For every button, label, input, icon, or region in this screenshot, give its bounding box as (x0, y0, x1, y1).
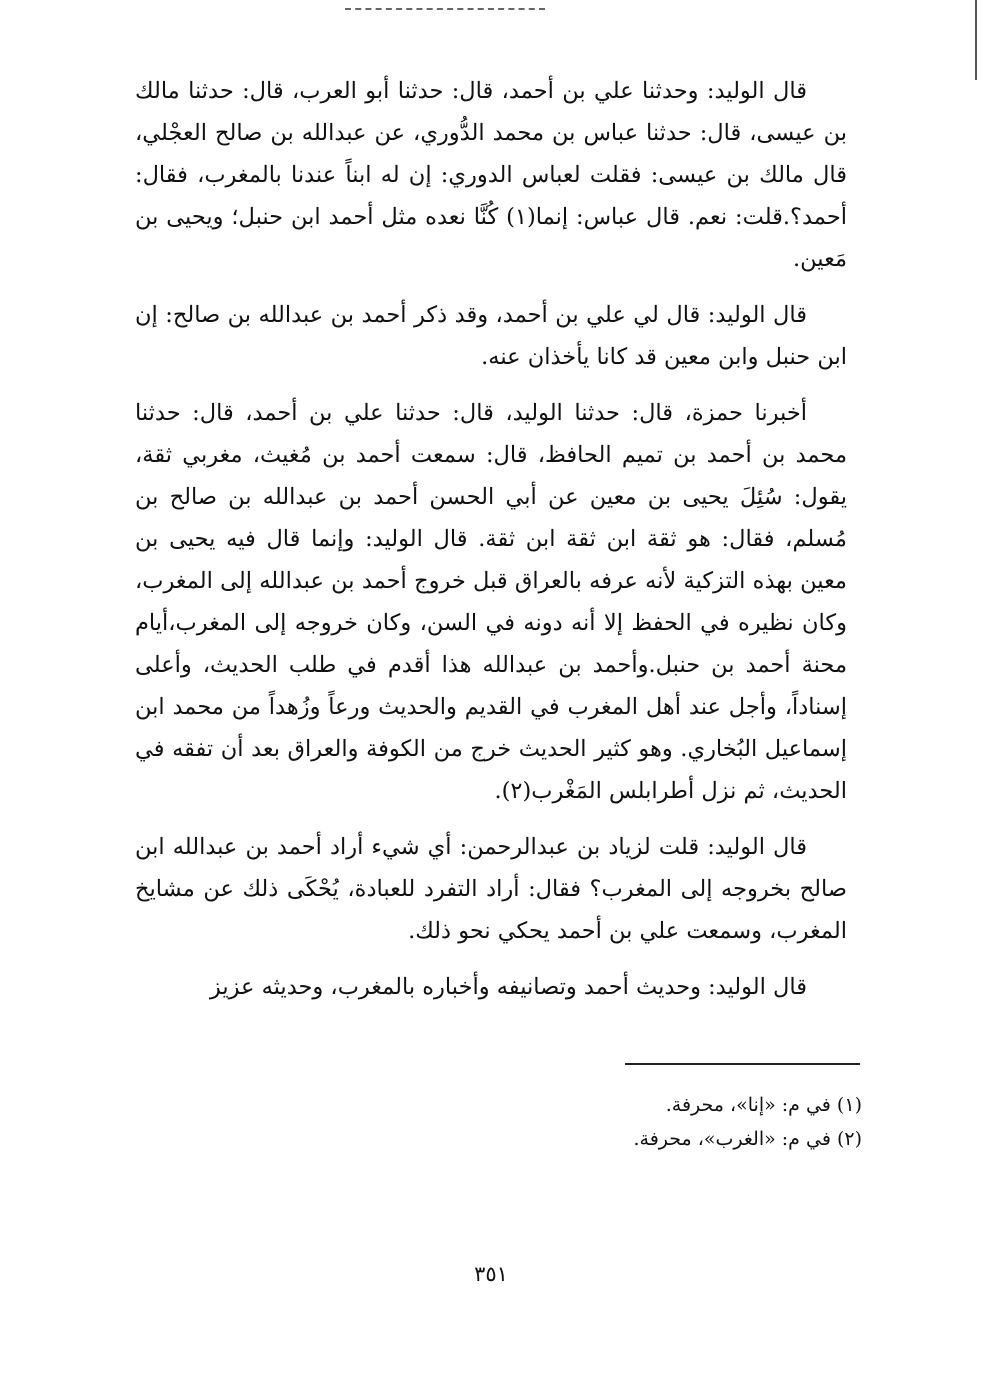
scan-artifact-top (345, 8, 545, 12)
paragraph-3: أخبرنا حمزة، قال: حدثنا الوليد، قال: حدثنا علي بن أحمد، قال: حدثنا محمد بن أحمد بن تميم الحافظ، قال: سمعت أحمد بن مُغيث، مغربي ثقة، يقول: سُئِلَ يحيى بن معين عن أبي الحسن أحمد بن عبدالله بن صالح بن مُسلم، فقال: هو ثقة ابن ثقة ابن ثقة. قال الوليد: وإنما قال فيه يحيى بن معين بهذه التزكية لأنه عرفه بالعراق قبل خروج أحمد بن عبدالله إلى المغرب، وكان نظيره في الحفظ إلا أنه دونه في السن، وكان خروجه إلى المغرب،أيام محنة أحمد بن حنبل.وأحمد بن عبدالله هذا أقدم في طلب الحديث، وأعلى إسناداً، وأجل عند أهل المغرب في القديم والحديث ورعاً وزُهداً من محمد ابن إسماعيل البُخاري. وهو كثير الحديث خرج من الكوفة والعراق بعد أن تفقه في الحديث، ثم نزل أطرابلس المَغْرب(٢). (135, 400, 847, 804)
footnote-2: (٢) في م: «الغرب»، محرفة. (633, 1128, 862, 1150)
paragraph-4: قال الوليد: قلت لزياد بن عبدالرحمن: أي شيء أراد أحمد بن عبدالله ابن صالح بخروجه إلى المغرب؟ فقال: أراد التفرد للعبادة، يُحْكَى ذلك عن مشايخ المغرب، وسمعت علي بن أحمد يحكي نحو ذلك. (135, 834, 847, 944)
main-text (135, 70, 847, 1022)
page-number: ٣٥١ (474, 1262, 508, 1286)
footnotes (500, 1088, 862, 1156)
scan-artifact-edge (975, 0, 977, 80)
footnote-1: (١) في م: «إنا»، محرفة. (665, 1094, 862, 1116)
footnote-separator (625, 1063, 860, 1065)
paragraph-5: قال الوليد: وحديث أحمد وتصانيفه وأخباره بالمغرب، وحديثه عزيز (209, 974, 807, 1000)
paragraph-2: قال الوليد: قال لي علي بن أحمد، وقد ذكر أحمد بن عبدالله بن صالح: إن ابن حنبل وابن معين قد كانا يأخذان عنه. (135, 302, 847, 370)
paragraph-1: قال الوليد: وحدثنا علي بن أحمد، قال: حدثنا أبو العرب، قال: حدثنا مالك بن عيسى، قال: حدثنا عباس بن محمد الدُّوري، عن عبدالله بن صالح العجْلي، قال مالك بن عيسى: فقلت لعباس الدوري: إن له ابناً عندنا بالمغرب، فقال: أحمد؟.قلت: نعم. قال عباس: إنما(١) كُنَّا نعده مثل أحمد ابن حنبل؛ ويحيى بن مَعين. (135, 78, 847, 272)
